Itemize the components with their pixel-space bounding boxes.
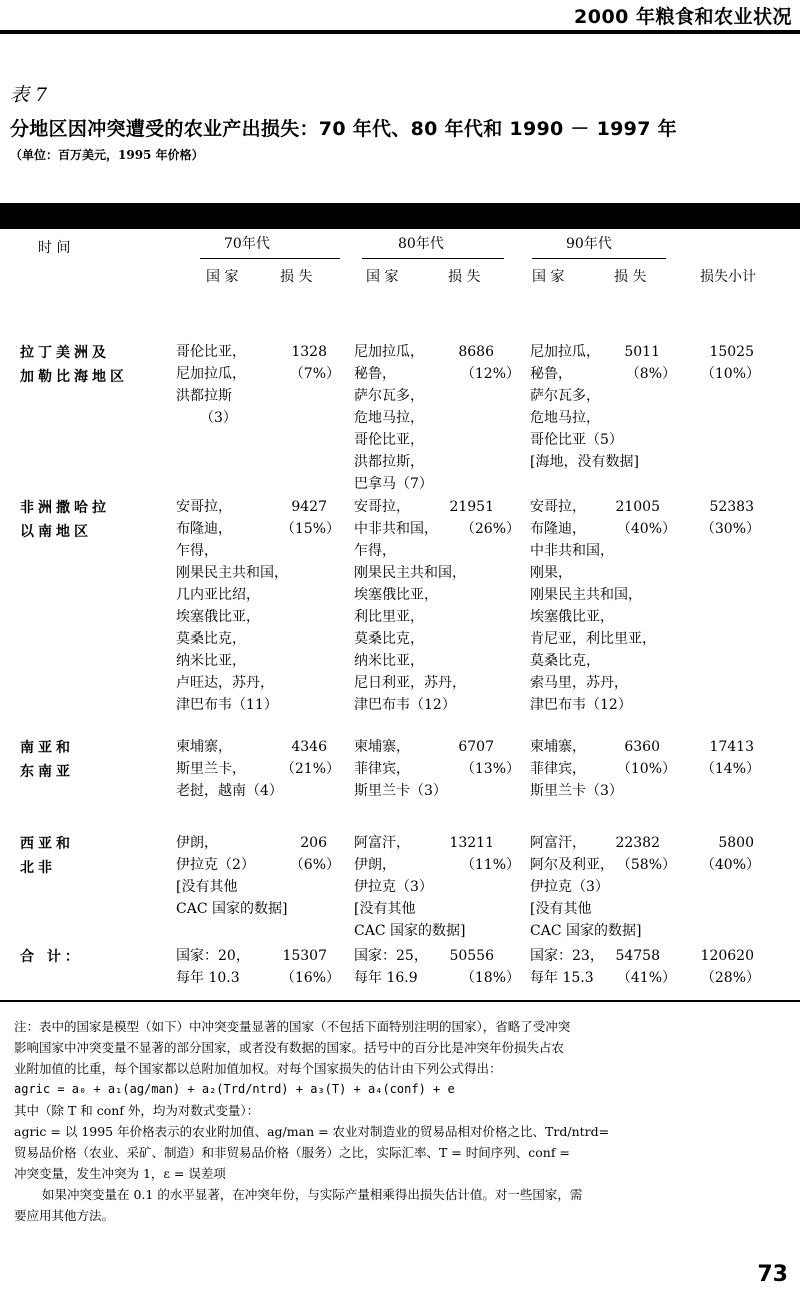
loss-percent: （8%） xyxy=(625,366,676,382)
subtotal-percent: （30%） xyxy=(700,521,760,537)
region-label: 非洲撒哈拉 xyxy=(20,500,110,516)
region-label: 北非 xyxy=(20,860,56,876)
region-label: 南亚和 xyxy=(20,740,74,756)
loss-percent: （15%） xyxy=(280,521,340,537)
loss-value: 6707 xyxy=(458,739,494,755)
col-time: 时 间 xyxy=(38,240,71,256)
country-entry: 伊拉克（3） xyxy=(530,879,609,895)
loss-percent: （40%） xyxy=(616,521,676,537)
country-entry: [没有其他 xyxy=(176,879,238,895)
loss-value: 206 xyxy=(300,835,327,851)
note-line: 业附加值的比重，每个国家都以总附加值加权。对每个国家损失的估计由下列公式得出： xyxy=(14,1061,502,1076)
subtotal-value: 120620 xyxy=(700,948,754,964)
country-entry: 阿尔及利亚， xyxy=(530,857,614,873)
loss-value: 22382 xyxy=(615,835,660,851)
loss-percent: （11%） xyxy=(460,857,520,873)
decade-70-rule xyxy=(200,258,340,259)
country-entry: 莫桑比克， xyxy=(176,631,246,647)
running-header-title: 2000 年粮食和农业状况 xyxy=(574,6,792,28)
loss-value: 8686 xyxy=(458,344,494,360)
country-entry: 秘鲁， xyxy=(530,366,572,382)
country-entry: 尼日利亚，苏丹， xyxy=(354,675,466,691)
country-entry: 乍得， xyxy=(354,543,396,559)
country-entry: 伊拉克（3） xyxy=(354,879,433,895)
country-entry: 柬埔寨， xyxy=(176,739,232,755)
country-entry: 每年 16.9 xyxy=(354,970,418,986)
subtotal-percent: （14%） xyxy=(700,761,760,777)
country-entry: [没有其他 xyxy=(530,901,592,917)
region-label: 西亚和 xyxy=(20,836,74,852)
loss-value: 4346 xyxy=(291,739,327,755)
country-entry: 肯尼亚，利比里亚， xyxy=(530,631,656,647)
subtotal-percent: （10%） xyxy=(700,366,760,382)
sub-country-80: 国 家 xyxy=(366,269,399,285)
loss-percent: （12%） xyxy=(460,366,520,382)
subtotal-percent: （40%） xyxy=(700,857,760,873)
country-entry: 埃塞俄比亚， xyxy=(354,587,438,603)
note-line: agric = 以 1995 年价格表示的农业附加值、ag/man = 农业对制造业的贸易品相对价格之比、Trd/ntrd= xyxy=(14,1124,610,1139)
loss-percent: （6%） xyxy=(289,857,340,873)
country-entry: 斯里兰卡， xyxy=(176,761,246,777)
country-entry: 国家：23， xyxy=(530,948,604,964)
sub-loss-90: 损 失 xyxy=(614,269,647,285)
loss-value: 21951 xyxy=(449,499,494,515)
country-entry: （3） xyxy=(200,410,237,426)
subtotal-value: 5800 xyxy=(718,835,754,851)
note-line: 如果冲突变量在 0.1 的水平显著，在冲突年份，与实际产量相乘得出损失估计值。对一些国家，需 xyxy=(42,1187,583,1202)
country-entry: 莫桑比克， xyxy=(354,631,424,647)
table-top-band xyxy=(0,203,800,229)
region-label: 以南地区 xyxy=(20,524,92,540)
country-entry: 安哥拉， xyxy=(530,499,586,515)
country-entry: CAC 国家的数据] xyxy=(176,901,288,917)
country-entry: 菲律宾， xyxy=(530,761,586,777)
loss-percent: （13%） xyxy=(460,761,520,777)
loss-value: 1328 xyxy=(291,344,327,360)
loss-value: 21005 xyxy=(615,499,660,515)
country-entry: 伊朗， xyxy=(176,835,218,851)
country-entry: 布隆迪， xyxy=(176,521,232,537)
sub-country-90: 国 家 xyxy=(532,269,565,285)
loss-percent: （41%） xyxy=(616,970,676,986)
note-line: 注：表中的国家是模型（如下）中冲突变量显著的国家（不包括下面特别注明的国家），省略了受冲突 xyxy=(14,1019,571,1034)
country-entry: 柬埔寨， xyxy=(354,739,410,755)
country-entry: [海地，没有数据] xyxy=(530,454,639,470)
loss-value: 9427 xyxy=(291,499,327,515)
country-entry: 洪都拉斯 xyxy=(176,388,232,404)
decade-90-rule xyxy=(532,258,666,259)
country-entry: 阿富汗， xyxy=(530,835,586,851)
country-entry: 莫桑比克， xyxy=(530,653,600,669)
country-entry: 中非共和国， xyxy=(530,543,614,559)
decade-70: 70年代 xyxy=(224,236,270,252)
loss-percent: （18%） xyxy=(460,970,520,986)
decade-80-rule xyxy=(362,258,504,259)
loss-value: 13211 xyxy=(449,835,494,851)
country-entry: 国家：25， xyxy=(354,948,428,964)
country-entry: 每年 15.3 xyxy=(530,970,594,986)
country-entry: 乍得， xyxy=(176,543,218,559)
country-entry: 哥伦比亚， xyxy=(176,344,246,360)
country-entry: CAC 国家的数据] xyxy=(354,923,466,939)
col-subtotal: 损失小计 xyxy=(700,269,756,285)
sub-loss-80: 损 失 xyxy=(448,269,481,285)
country-entry: 利比里亚， xyxy=(354,609,424,625)
sub-country-70: 国 家 xyxy=(206,269,239,285)
country-entry: 斯里兰卡（3） xyxy=(354,783,447,799)
table-bottom-rule xyxy=(0,1000,800,1002)
country-entry: CAC 国家的数据] xyxy=(530,923,642,939)
country-entry: 津巴布韦（11） xyxy=(176,697,278,713)
country-entry: 埃塞俄比亚， xyxy=(176,609,260,625)
country-entry: 刚果民主共和国， xyxy=(176,565,288,581)
country-entry: 每年 10.3 xyxy=(176,970,240,986)
subtotal-value: 15025 xyxy=(709,344,754,360)
country-entry: 柬埔寨， xyxy=(530,739,586,755)
country-entry: 津巴布韦（12） xyxy=(354,697,456,713)
country-entry: 危地马拉， xyxy=(354,410,424,426)
region-label: 拉丁美洲及 xyxy=(20,345,110,361)
country-entry: 危地马拉， xyxy=(530,410,600,426)
country-entry: 阿富汗， xyxy=(354,835,410,851)
country-entry: 纳米比亚， xyxy=(176,653,246,669)
country-entry: 尼加拉瓜， xyxy=(176,366,246,382)
note-formula: agric = a₀ + a₁(ag/man) + a₂(Trd/ntrd) + a₃(T) + a₄(conf) + e xyxy=(14,1082,455,1096)
country-entry: 刚果民主共和国， xyxy=(530,587,642,603)
country-entry: 中非共和国， xyxy=(354,521,438,537)
country-entry: 卢旺达，苏丹， xyxy=(176,675,274,691)
country-entry: 纳米比亚， xyxy=(354,653,424,669)
country-entry: 刚果， xyxy=(530,565,572,581)
loss-value: 5011 xyxy=(624,344,660,360)
table-label: 表 7 xyxy=(10,84,48,106)
loss-percent: （10%） xyxy=(616,761,676,777)
loss-percent: （58%） xyxy=(616,857,676,873)
table-notes xyxy=(14,1016,786,1226)
page-number: 73 xyxy=(757,1262,788,1287)
subtotal-value: 17413 xyxy=(709,739,754,755)
country-entry: 巴拿马（7） xyxy=(354,476,433,492)
table-title: 分地区因冲突遭受的农业产出损失：70 年代、80 年代和 1990 － 1997 年 xyxy=(10,118,677,140)
note-line: 其中（除 T 和 conf 外，均为对数式变量）： xyxy=(14,1103,260,1118)
subtotal-percent: （28%） xyxy=(700,970,760,986)
sub-loss-70: 损 失 xyxy=(280,269,313,285)
region-label: 东南亚 xyxy=(20,764,74,780)
country-entry: 伊朗， xyxy=(354,857,396,873)
header-rule xyxy=(0,30,800,34)
country-entry: 斯里兰卡（3） xyxy=(530,783,623,799)
loss-value: 15307 xyxy=(282,948,327,964)
country-entry: 萨尔瓦多， xyxy=(354,388,424,404)
country-entry: 菲律宾， xyxy=(354,761,410,777)
country-entry: 安哥拉， xyxy=(354,499,410,515)
note-line: 要应用其他方法。 xyxy=(14,1208,115,1223)
country-entry: 洪都拉斯， xyxy=(354,454,424,470)
note-line: 影响国家中冲突变量不显著的部分国家，或者没有数据的国家。括号中的百分比是冲突年份损失占农 xyxy=(14,1040,565,1055)
country-entry: 萨尔瓦多， xyxy=(530,388,600,404)
country-entry: 伊拉克（2） xyxy=(176,857,255,873)
decade-90: 90年代 xyxy=(566,236,612,252)
country-entry: 秘鲁， xyxy=(354,366,396,382)
country-entry: 老挝，越南（4） xyxy=(176,783,283,799)
country-entry: 国家：20， xyxy=(176,948,250,964)
decade-80: 80年代 xyxy=(398,236,444,252)
country-entry: [没有其他 xyxy=(354,901,416,917)
loss-value: 6360 xyxy=(624,739,660,755)
loss-value: 54758 xyxy=(615,948,660,964)
country-entry: 刚果民主共和国， xyxy=(354,565,466,581)
note-line: 贸易品价格（农业、采矿、制造）和非贸易品价格（服务）之比，实际汇率、T = 时间序列、conf = xyxy=(14,1145,570,1160)
country-entry: 尼加拉瓜， xyxy=(354,344,424,360)
country-entry: 津巴布韦（12） xyxy=(530,697,632,713)
country-entry: 索马里，苏丹， xyxy=(530,675,628,691)
region-label: 加勒比海地区 xyxy=(20,369,128,385)
loss-percent: （7%） xyxy=(289,366,340,382)
country-entry: 埃塞俄比亚， xyxy=(530,609,614,625)
note-line: 冲突变量，发生冲突为 1，ε = 误差项 xyxy=(14,1166,226,1181)
region-label: 合 计： xyxy=(20,949,83,965)
country-entry: 哥伦比亚（5） xyxy=(530,432,623,448)
country-entry: 布隆迪， xyxy=(530,521,586,537)
country-entry: 尼加拉瓜， xyxy=(530,344,600,360)
subtotal-value: 52383 xyxy=(709,499,754,515)
loss-percent: （16%） xyxy=(280,970,340,986)
country-entry: 安哥拉， xyxy=(176,499,232,515)
loss-value: 50556 xyxy=(449,948,494,964)
loss-percent: （21%） xyxy=(280,761,340,777)
country-entry: 哥伦比亚， xyxy=(354,432,424,448)
loss-percent: （26%） xyxy=(460,521,520,537)
table-unit: （单位：百万美元，1995 年价格） xyxy=(10,148,204,162)
country-entry: 几内亚比绍， xyxy=(176,587,260,603)
